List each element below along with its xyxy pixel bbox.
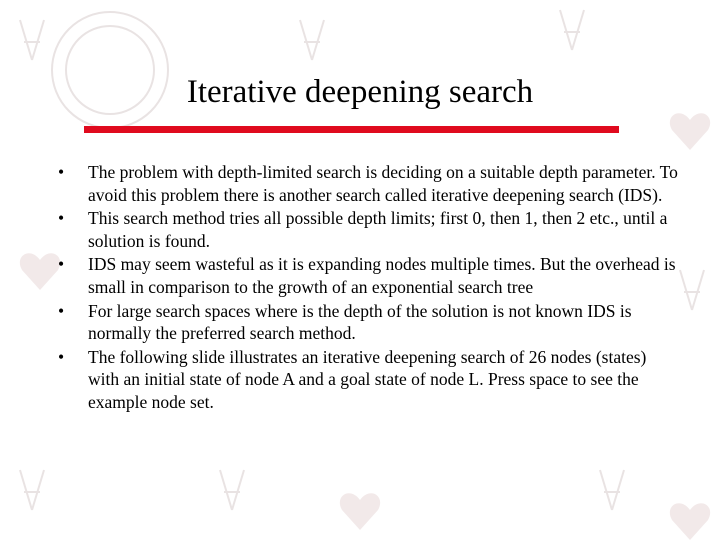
bullet-item bbox=[58, 300, 678, 345]
title-underline bbox=[84, 126, 619, 133]
bullet-marker: • bbox=[58, 162, 65, 182]
bullet-item bbox=[58, 253, 678, 298]
bullet-text: For large search spaces where is the depth of the solution is not known IDS is normally the preferred search method. bbox=[88, 300, 632, 344]
bullet-text: IDS may seem wasteful as it is expanding nodes multiple times. But the overhead is small in comparison to the growth of an exponential search tree bbox=[88, 254, 676, 297]
bullet-item bbox=[58, 161, 678, 206]
bullet-text: The following slide illustrates an iterative deepening search of 26 nodes (states) with an initial state of node A and a goal state of node L. Press space to see the example node set. bbox=[88, 346, 647, 412]
bullet-marker: • bbox=[58, 254, 65, 275]
bullet-marker: • bbox=[58, 300, 65, 321]
bullet-list bbox=[58, 161, 678, 415]
bullet-marker: • bbox=[58, 346, 65, 367]
bullet-marker: • bbox=[58, 208, 65, 229]
bullet-text: This search method tries all possible depth limits; first 0, then 1, then 2 etc., until a solution is found. bbox=[88, 208, 668, 251]
slide-title: Iterative deepening search bbox=[186, 74, 534, 110]
bullet-item bbox=[58, 207, 678, 252]
bullet-text: The problem with depth-limited search is deciding on a suitable depth parameter. To avoid this problem there is another search called iterative deepening search (IDS). bbox=[88, 162, 678, 205]
bullet-item bbox=[58, 346, 678, 414]
